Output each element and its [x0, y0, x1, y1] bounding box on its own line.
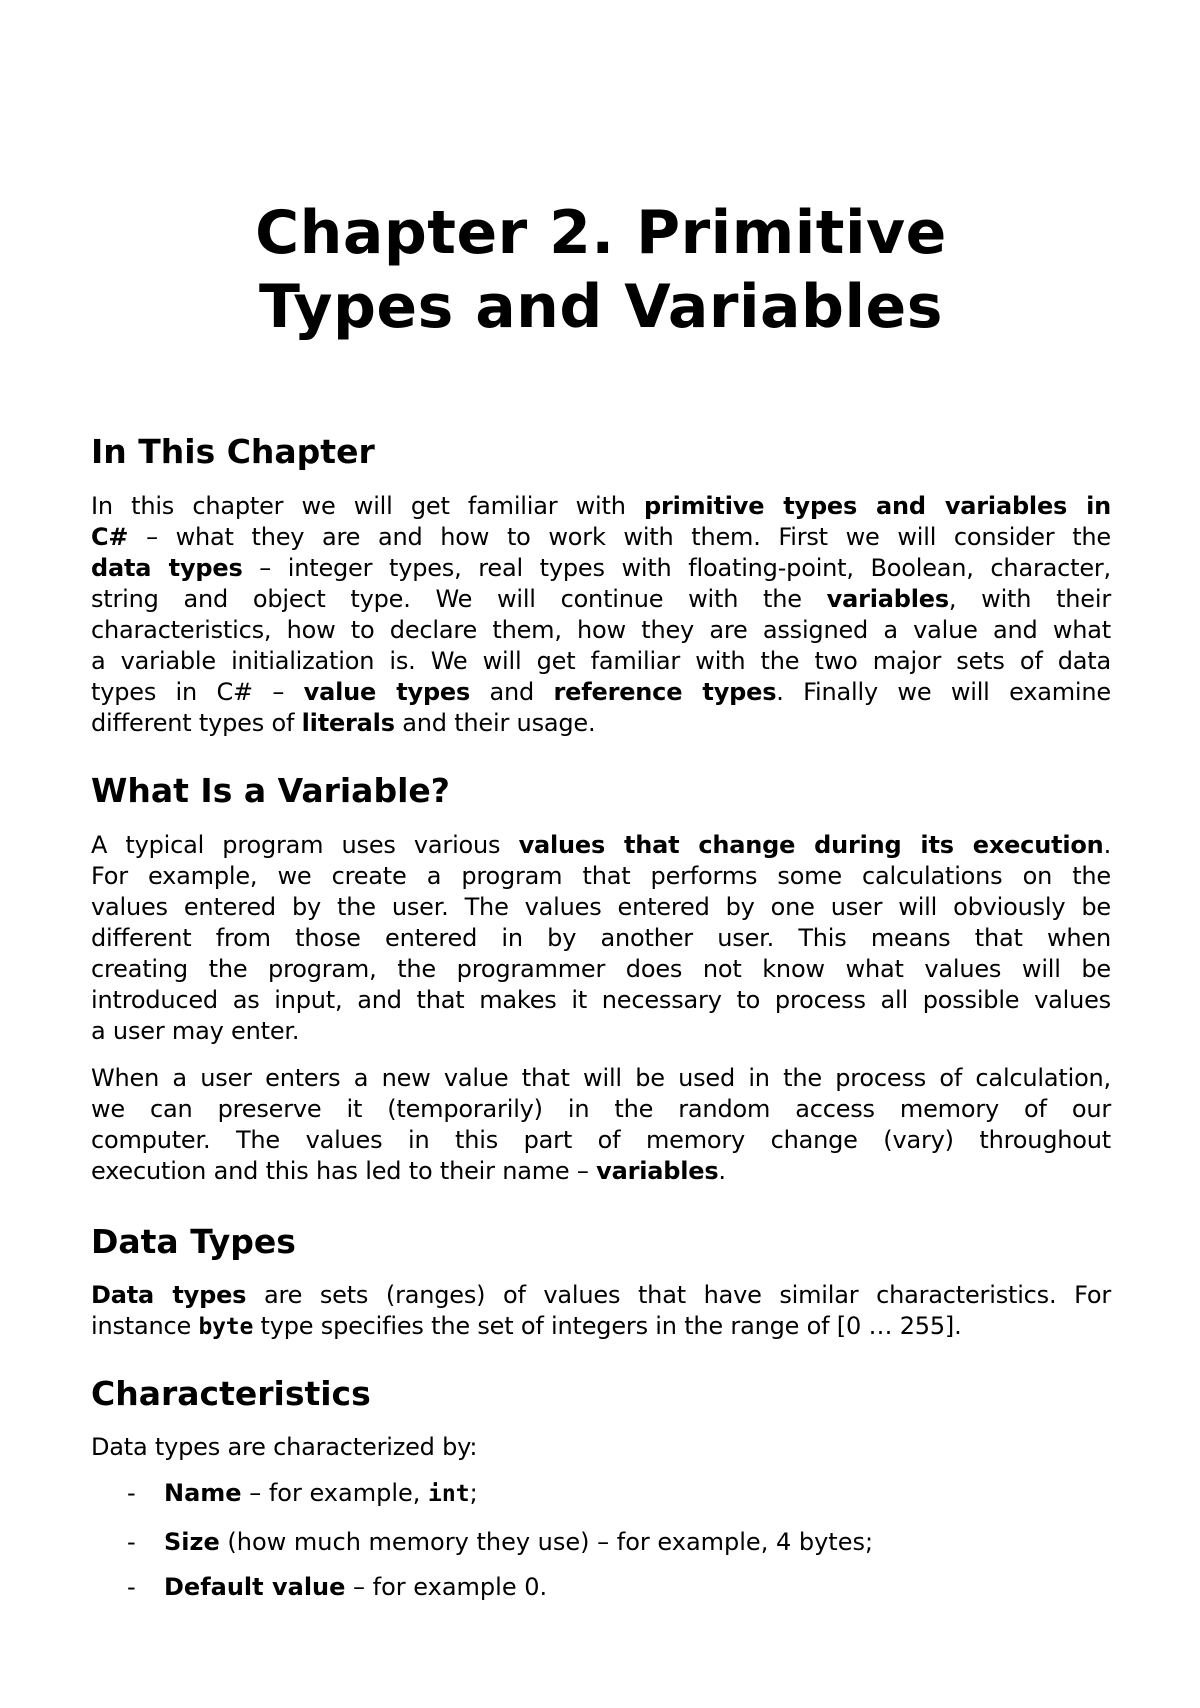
paragraph-line: instance byte type specifies the set of integers in the range of [0 … 255]. [91, 1312, 962, 1340]
heading-data-types: Data Types [91, 1222, 296, 1261]
paragraph-line: data types – integer types, real types with floating-point, Boolean, character, [91, 554, 1111, 582]
heading-what-is-a-variable: What Is a Variable? [91, 771, 450, 810]
paragraph-variable-1 [91, 830, 1111, 1047]
paragraph-line: creating the program, the programmer does not know what values will be [91, 955, 1111, 983]
paragraph-in-this-chapter [91, 491, 1111, 739]
heading-in-this-chapter: In This Chapter [91, 432, 375, 471]
paragraph-line: computer. The values in this part of memory change (vary) throughout [91, 1126, 1111, 1154]
paragraph-line: characteristics, how to declare them, how they are assigned a value and what [91, 616, 1111, 644]
paragraph-line: values entered by the user. The values entered by one user will obviously be [91, 893, 1111, 921]
list-item: - Default value – for example 0. [127, 1573, 548, 1601]
paragraph-line: introduced as input, and that makes it necessary to process all possible values [91, 986, 1111, 1014]
paragraph-line: types in C# – value types and reference types. Finally we will examine [91, 678, 1111, 706]
paragraph-line: Data types are characterized by: [91, 1433, 478, 1461]
paragraph-characteristics-intro [91, 1432, 1111, 1463]
paragraph-line: execution and this has led to their name – variables. [91, 1157, 726, 1185]
paragraph-line: we can preserve it (temporarily) in the random access memory of our [91, 1095, 1111, 1123]
code-int: int [428, 1481, 470, 1507]
paragraph-line: C# – what they are and how to work with them. First we will consider the [91, 523, 1111, 551]
chapter-title-line-1: Chapter 2. Primitive [255, 198, 947, 268]
chapter-title-line-2: Types and Variables [259, 272, 943, 342]
list-item: - Size (how much memory they use) – for example, 4 bytes; [127, 1528, 874, 1556]
code-byte: byte [198, 1314, 254, 1340]
chapter-title [91, 196, 1111, 344]
paragraph-line: A typical program uses various values that change during its execution. [91, 831, 1111, 859]
paragraph-line: In this chapter we will get familiar with primitive types and variables in [91, 492, 1111, 520]
paragraph-line: different from those entered in by another user. This means that when [91, 924, 1111, 952]
paragraph-line: a user may enter. [91, 1017, 300, 1045]
heading-characteristics: Characteristics [91, 1374, 371, 1413]
paragraph-line: When a user enters a new value that will be used in the process of calculation, [91, 1064, 1111, 1092]
paragraph-line: string and object type. We will continue with the variables, with their [91, 585, 1111, 613]
paragraph-line: Data types are sets (ranges) of values that have similar characteristics. For [91, 1281, 1111, 1309]
paragraph-line: different types of literals and their usage. [91, 709, 596, 737]
paragraph-variable-2 [91, 1063, 1111, 1187]
list-item: - Name – for example, int; [127, 1479, 478, 1507]
paragraph-data-types [91, 1280, 1111, 1342]
paragraph-line: a variable initialization is. We will get familiar with the two major sets of data [91, 647, 1111, 675]
paragraph-line: For example, we create a program that performs some calculations on the [91, 862, 1111, 890]
